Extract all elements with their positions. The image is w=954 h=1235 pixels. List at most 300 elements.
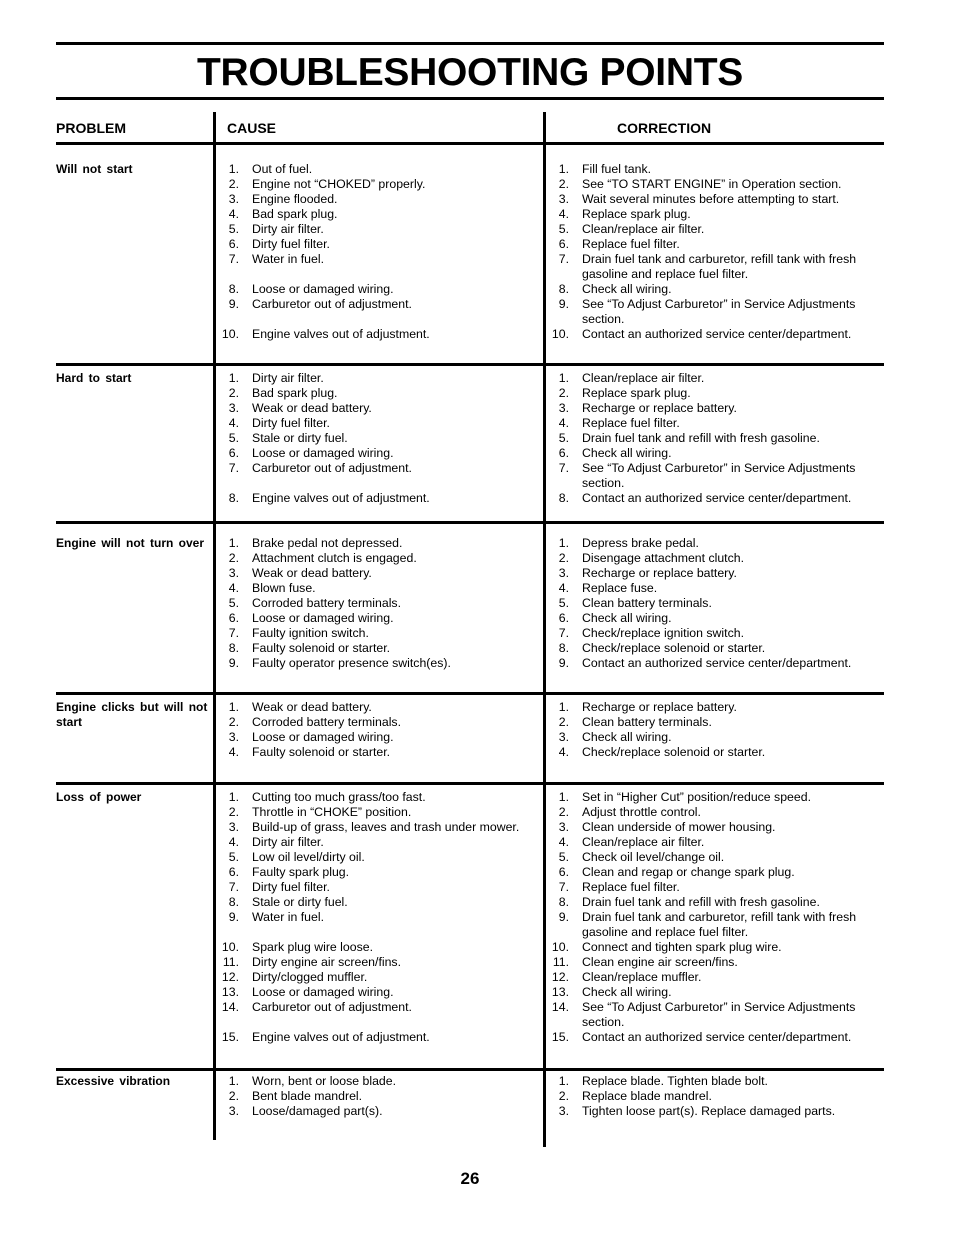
list-item	[220, 446, 540, 461]
problem-label: Excessive vibration	[56, 1074, 171, 1088]
list-item-text: Spark plug wire loose.	[252, 940, 373, 954]
list-item-number: 7.	[558, 252, 569, 266]
list-item	[220, 985, 540, 1000]
list-item-number: 3.	[558, 820, 569, 834]
list-item-number: 7.	[228, 252, 239, 266]
list-item-text: Drain fuel tank and refill with fresh gasoline.	[582, 431, 820, 445]
list-item-text: Replace blade mandrel.	[582, 1089, 712, 1103]
list-item-number: 2.	[228, 177, 239, 191]
list-item-number: 14.	[551, 1000, 569, 1014]
problem-label: Will not start	[56, 162, 133, 176]
list-item-text: Clean/replace air filter.	[582, 371, 705, 385]
list-item-text: Faulty spark plug.	[252, 865, 350, 879]
list-item-text: Loose or damaged wiring.	[252, 730, 394, 744]
list-item-number: 9.	[228, 910, 239, 924]
list-item-number: 3.	[228, 192, 239, 206]
list-item-number: 1.	[558, 1074, 569, 1088]
list-item-number: 4.	[558, 207, 569, 221]
list-item-text: Loose or damaged wiring.	[252, 985, 394, 999]
list-item-text: Recharge or replace battery.	[582, 566, 737, 580]
problem-label: Engine will not turn over	[56, 536, 205, 550]
list-item-number: 2.	[558, 177, 569, 191]
list-item-number: 5.	[558, 222, 569, 236]
list-item	[550, 431, 880, 446]
list-item	[550, 401, 880, 416]
list-item	[550, 327, 880, 342]
cause-list	[220, 700, 540, 760]
list-item-text: Clean battery terminals.	[582, 596, 712, 610]
list-item-number: 9.	[558, 910, 569, 924]
list-item	[550, 970, 880, 985]
list-item	[220, 745, 540, 760]
list-item-number: 13.	[221, 985, 239, 999]
list-item-text: Faulty operator presence switch(es).	[252, 656, 451, 670]
list-item-number: 7.	[228, 880, 239, 894]
list-item-text: Stale or dirty fuel.	[252, 895, 348, 909]
list-item-number: 1.	[558, 162, 569, 176]
list-item	[220, 805, 540, 820]
list-item	[220, 895, 540, 910]
list-item-number: 1.	[558, 371, 569, 385]
list-item	[220, 1074, 540, 1089]
list-item-text: Check all wiring.	[582, 611, 672, 625]
list-item	[550, 626, 880, 641]
list-item-number: 8.	[558, 641, 569, 655]
list-item	[550, 910, 880, 940]
list-item-text: Tighten loose part(s). Replace damaged parts.	[582, 1104, 836, 1118]
list-item-number: 7.	[228, 626, 239, 640]
list-item-number: 4.	[558, 835, 569, 849]
list-item-number: 9.	[228, 297, 239, 311]
list-item	[220, 656, 540, 671]
list-item-number: 4.	[558, 581, 569, 595]
list-item	[220, 1000, 540, 1015]
list-item	[220, 596, 540, 611]
list-item-number: 8.	[228, 895, 239, 909]
list-item	[220, 386, 540, 401]
section-divider-rule	[56, 363, 884, 366]
list-item-text: Engine valves out of adjustment.	[252, 327, 430, 341]
list-item-number: 7.	[558, 626, 569, 640]
list-item-number: 1.	[558, 700, 569, 714]
list-item-number: 10.	[221, 940, 239, 954]
list-item-number: 5.	[558, 431, 569, 445]
list-item-number: 3.	[558, 192, 569, 206]
correction-list	[550, 790, 880, 1045]
list-item	[220, 790, 540, 805]
list-item-text: Check/replace solenoid or starter.	[582, 745, 766, 759]
list-item-text: Loose or damaged wiring.	[252, 611, 394, 625]
section-divider-rule	[56, 521, 884, 524]
list-item	[550, 536, 880, 551]
list-item-text: Engine not “CHOKED” properly.	[252, 177, 426, 191]
list-item-text: Dirty fuel filter.	[252, 237, 330, 251]
list-item-text: Clean/replace air filter.	[582, 222, 705, 236]
list-item-text: Clean battery terminals.	[582, 715, 712, 729]
list-item	[220, 611, 540, 626]
list-item-number: 5.	[558, 596, 569, 610]
list-item-number: 3.	[228, 820, 239, 834]
list-item-text: Attachment clutch is engaged.	[252, 551, 417, 565]
list-item-number: 9.	[558, 656, 569, 670]
list-item	[550, 641, 880, 656]
list-item-text: See “To Adjust Carburetor” in Service Adjustments section.	[582, 461, 856, 490]
list-item-text: Weak or dead battery.	[252, 401, 372, 415]
list-item-text: Contact an authorized service center/department.	[582, 1030, 852, 1044]
list-item-number: 6.	[228, 446, 239, 460]
cause-list	[220, 536, 540, 671]
list-item-number: 3.	[228, 401, 239, 415]
list-item	[220, 207, 540, 222]
list-item-text: Brake pedal not depressed.	[252, 536, 403, 550]
list-item-text: Recharge or replace battery.	[582, 401, 737, 415]
list-item-number: 4.	[228, 207, 239, 221]
list-item-number: 2.	[228, 805, 239, 819]
list-item	[220, 820, 540, 835]
list-item	[550, 237, 880, 252]
list-item-text: Dirty air filter.	[252, 222, 324, 236]
list-item-text: Wait several minutes before attempting to start.	[582, 192, 840, 206]
list-item-number: 5.	[228, 222, 239, 236]
section-divider-rule	[56, 782, 884, 785]
list-item-number: 3.	[228, 730, 239, 744]
list-item-number: 5.	[228, 596, 239, 610]
title-underline-rule	[56, 97, 884, 100]
list-item	[220, 431, 540, 446]
correction-list	[550, 700, 880, 760]
list-item-text: Drain fuel tank and carburetor, refill tank with fresh gasoline and replace fuel filter.	[582, 252, 857, 281]
list-item-text: Out of fuel.	[252, 162, 313, 176]
list-item	[220, 267, 540, 282]
list-item	[550, 715, 880, 730]
list-item-number: 3.	[558, 566, 569, 580]
list-item-text: Bent blade mandrel.	[252, 1089, 363, 1103]
list-item-text: Water in fuel.	[252, 252, 324, 266]
list-item	[220, 835, 540, 850]
list-item	[220, 222, 540, 237]
list-item	[220, 327, 540, 342]
list-item-number: 6.	[558, 865, 569, 879]
list-item	[220, 970, 540, 985]
list-item	[220, 312, 540, 327]
list-item-number: 2.	[228, 715, 239, 729]
list-item-number: 2.	[558, 386, 569, 400]
list-item-text: Build-up of grass, leaves and trash under mower.	[252, 820, 520, 834]
list-item-number: 1.	[228, 371, 239, 385]
list-item	[550, 371, 880, 386]
list-item-text: Replace fuel filter.	[582, 237, 680, 251]
list-item-number: 3.	[228, 566, 239, 580]
list-item-number: 2.	[228, 551, 239, 565]
list-item-text: Contact an authorized service center/department.	[582, 656, 852, 670]
list-item	[220, 850, 540, 865]
list-item-number: 8.	[558, 491, 569, 505]
list-item	[220, 1030, 540, 1045]
list-item	[550, 596, 880, 611]
list-item-text: Dirty air filter.	[252, 835, 324, 849]
list-item-text: Faulty solenoid or starter.	[252, 641, 391, 655]
list-item	[550, 566, 880, 581]
list-item-number: 2.	[228, 1089, 239, 1103]
list-item-text: Bad spark plug.	[252, 207, 338, 221]
list-item	[220, 1015, 540, 1030]
list-item-text: Check all wiring.	[582, 730, 672, 744]
list-item-text: See “TO START ENGINE” in Operation section.	[582, 177, 842, 191]
list-item-text: Clean/replace muffler.	[582, 970, 702, 984]
list-item-number: 2.	[558, 1089, 569, 1103]
list-item-text: Replace fuse.	[582, 581, 658, 595]
cause-list	[220, 790, 540, 1045]
list-item-number: 4.	[228, 835, 239, 849]
list-item	[550, 207, 880, 222]
list-item	[220, 865, 540, 880]
list-item	[550, 416, 880, 431]
list-item-text: Set in “Higher Cut” position/reduce speed.	[582, 790, 811, 804]
list-item-number: 1.	[228, 790, 239, 804]
list-item-text: Clean/replace air filter.	[582, 835, 705, 849]
list-item-text: Corroded battery terminals.	[252, 596, 401, 610]
list-item-text: Dirty air filter.	[252, 371, 324, 385]
list-item	[550, 730, 880, 745]
list-item-text: Dirty/clogged muffler.	[252, 970, 368, 984]
list-item	[550, 461, 880, 491]
list-item	[220, 177, 540, 192]
list-item	[220, 925, 540, 940]
list-item	[220, 461, 540, 476]
list-item-number: 4.	[228, 745, 239, 759]
correction-list	[550, 1074, 880, 1119]
list-item-text: Check all wiring.	[582, 282, 672, 296]
list-item	[220, 371, 540, 386]
list-item	[550, 1000, 880, 1030]
list-item-number: 15.	[221, 1030, 239, 1044]
list-item-text: Check all wiring.	[582, 985, 672, 999]
list-item	[550, 865, 880, 880]
list-item	[550, 940, 880, 955]
list-item	[550, 850, 880, 865]
list-item	[550, 985, 880, 1000]
list-item	[550, 491, 880, 506]
problem-label: Engine clicks but will not start	[56, 700, 208, 729]
list-item-text: Replace spark plug.	[582, 207, 691, 221]
list-item	[550, 1030, 880, 1045]
list-item	[220, 252, 540, 267]
list-item	[550, 177, 880, 192]
list-item-number: 1.	[558, 536, 569, 550]
list-item-text: Loose or damaged wiring.	[252, 282, 394, 296]
list-item-text: See “To Adjust Carburetor” in Service Adjustments section.	[582, 297, 856, 326]
list-item	[550, 1089, 880, 1104]
list-item-text: Disengage attachment clutch.	[582, 551, 745, 565]
list-item	[220, 297, 540, 312]
list-item-number: 8.	[228, 491, 239, 505]
list-item	[550, 1104, 880, 1119]
list-item-number: 5.	[228, 850, 239, 864]
list-item	[220, 730, 540, 745]
list-item-number: 8.	[228, 641, 239, 655]
cause-list	[220, 162, 540, 342]
list-item	[220, 162, 540, 177]
list-item-text: Clean underside of mower housing.	[582, 820, 776, 834]
list-item-text: Carburetor out of adjustment.	[252, 1000, 412, 1014]
list-item-text: Loose/damaged part(s).	[252, 1104, 383, 1118]
list-item-number: 3.	[228, 1104, 239, 1118]
list-item-text: Weak or dead battery.	[252, 566, 372, 580]
list-item-text: Dirty engine air screen/fins.	[252, 955, 401, 969]
list-item-text: Dirty fuel filter.	[252, 880, 330, 894]
list-item-text: Carburetor out of adjustment.	[252, 461, 412, 475]
list-item	[220, 566, 540, 581]
list-item	[550, 835, 880, 850]
list-item	[220, 1089, 540, 1104]
list-item-text: Weak or dead battery.	[252, 700, 372, 714]
list-item-text: Check all wiring.	[582, 446, 672, 460]
list-item	[220, 626, 540, 641]
list-item-number: 6.	[228, 237, 239, 251]
list-item-text: Replace spark plug.	[582, 386, 691, 400]
list-item	[220, 940, 540, 955]
list-item-number: 12.	[551, 970, 569, 984]
list-item-text: Low oil level/dirty oil.	[252, 850, 365, 864]
list-item-text: Faulty solenoid or starter.	[252, 745, 391, 759]
list-item-number: 11.	[552, 955, 569, 969]
list-item-text: Drain fuel tank and carburetor, refill tank with fresh gasoline and replace fuel filter.	[582, 910, 857, 939]
cause-column-header: CAUSE	[227, 120, 277, 136]
list-item-number: 2.	[228, 386, 239, 400]
list-item-text: Engine valves out of adjustment.	[252, 1030, 430, 1044]
list-item-text: See “To Adjust Carburetor” in Service Adjustments section.	[582, 1000, 856, 1029]
list-item-number: 1.	[228, 162, 239, 176]
list-item-text: Recharge or replace battery.	[582, 700, 737, 714]
list-item	[550, 880, 880, 895]
list-item-text: Connect and tighten spark plug wire.	[582, 940, 782, 954]
list-item-number: 2.	[558, 805, 569, 819]
list-item	[550, 386, 880, 401]
correction-list	[550, 371, 880, 506]
list-item	[220, 192, 540, 207]
list-item-text: Clean and regap or change spark plug.	[582, 865, 795, 879]
list-item-text: Engine valves out of adjustment.	[252, 491, 430, 505]
list-item-number: 2.	[558, 715, 569, 729]
list-item	[550, 192, 880, 207]
list-item-number: 1.	[228, 1074, 239, 1088]
list-item-text: Replace fuel filter.	[582, 416, 680, 430]
correction-list	[550, 536, 880, 671]
list-item-text: Stale or dirty fuel.	[252, 431, 348, 445]
list-item-text: Corroded battery terminals.	[252, 715, 401, 729]
list-item-number: 2.	[558, 551, 569, 565]
list-item	[550, 162, 880, 177]
list-item	[220, 641, 540, 656]
list-item	[220, 700, 540, 715]
list-item	[220, 476, 540, 491]
list-item-text: Check/replace solenoid or starter.	[582, 641, 766, 655]
list-item-number: 6.	[558, 611, 569, 625]
list-item-text: Bad spark plug.	[252, 386, 338, 400]
list-item-number: 9.	[228, 656, 239, 670]
correction-column-header: CORRECTION	[617, 120, 712, 136]
list-item-number: 4.	[228, 416, 239, 430]
list-item	[550, 895, 880, 910]
list-item	[550, 820, 880, 835]
list-item-number: 8.	[558, 282, 569, 296]
list-item	[220, 237, 540, 252]
list-item-number: 3.	[558, 401, 569, 415]
list-item	[550, 700, 880, 715]
problem-cause-divider	[213, 112, 216, 1140]
page-number: 26	[460, 1169, 480, 1188]
list-item-text: Water in fuel.	[252, 910, 324, 924]
list-item-text: Replace blade. Tighten blade bolt.	[582, 1074, 768, 1088]
section-divider-rule	[56, 692, 884, 695]
list-item-number: 7.	[228, 461, 239, 475]
list-item-text: Throttle in “CHOKE” position.	[252, 805, 412, 819]
correction-list	[550, 162, 880, 342]
list-item-text: Check oil level/change oil.	[582, 850, 725, 864]
list-item	[550, 581, 880, 596]
list-item-number: 12.	[221, 970, 239, 984]
list-item-number: 10.	[221, 327, 239, 341]
list-item-text: Engine flooded.	[252, 192, 338, 206]
top-rule	[56, 42, 884, 45]
list-item-number: 5.	[228, 431, 239, 445]
list-item-number: 1.	[228, 700, 239, 714]
problem-label: Loss of power	[56, 790, 142, 804]
list-item	[220, 715, 540, 730]
list-item	[220, 581, 540, 596]
list-item	[220, 955, 540, 970]
list-item-number: 1.	[558, 790, 569, 804]
list-item-number: 6.	[228, 865, 239, 879]
list-item	[220, 1104, 540, 1119]
list-item-text: Cutting too much grass/too fast.	[252, 790, 426, 804]
header-rule	[56, 142, 884, 145]
list-item-number: 8.	[228, 282, 239, 296]
list-item-number: 6.	[558, 237, 569, 251]
list-item-number: 4.	[228, 581, 239, 595]
list-item-number: 15.	[551, 1030, 569, 1044]
list-item	[220, 880, 540, 895]
list-item-text: Check/replace ignition switch.	[582, 626, 744, 640]
list-item-text: Loose or damaged wiring.	[252, 446, 394, 460]
list-item-text: Depress brake pedal.	[582, 536, 699, 550]
list-item-number: 6.	[228, 611, 239, 625]
list-item	[220, 401, 540, 416]
cause-correction-divider	[543, 112, 546, 1147]
list-item-text: Blown fuse.	[252, 581, 316, 595]
list-item	[550, 745, 880, 760]
list-item	[550, 656, 880, 671]
list-item-number: 7.	[558, 461, 569, 475]
cause-list	[220, 371, 540, 506]
list-item	[220, 416, 540, 431]
list-item	[220, 551, 540, 566]
list-item	[550, 551, 880, 566]
list-item	[550, 222, 880, 237]
list-item-text: Contact an authorized service center/department.	[582, 327, 852, 341]
list-item-number: 11.	[222, 955, 239, 969]
list-item-text: Worn, bent or loose blade.	[252, 1074, 397, 1088]
list-item-text: Fill fuel tank.	[582, 162, 652, 176]
list-item	[550, 805, 880, 820]
list-item-number: 6.	[558, 446, 569, 460]
list-item-number: 9.	[558, 297, 569, 311]
list-item	[550, 955, 880, 970]
list-item-text: Faulty ignition switch.	[252, 626, 369, 640]
cause-list	[220, 1074, 540, 1119]
list-item-text: Dirty fuel filter.	[252, 416, 330, 430]
list-item-number: 4.	[558, 745, 569, 759]
